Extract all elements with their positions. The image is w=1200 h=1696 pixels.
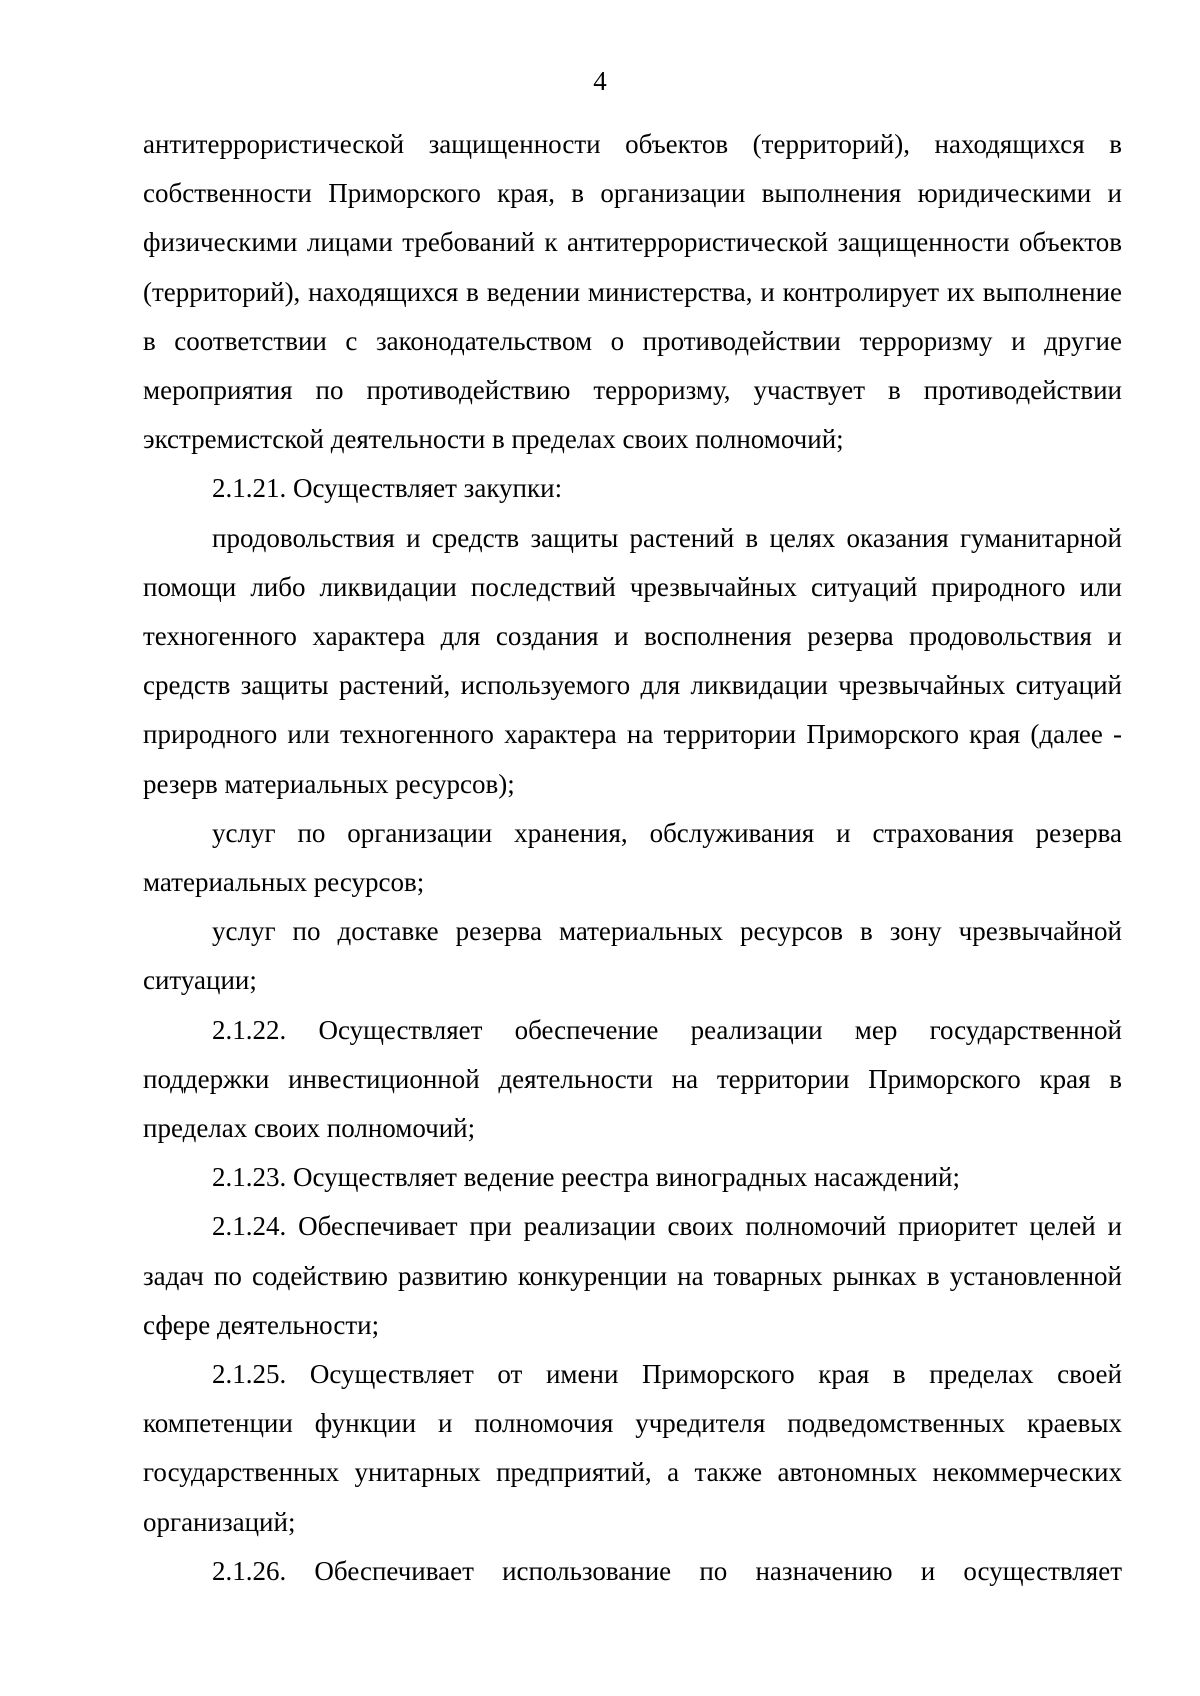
clause-2-1-24: 2.1.24. Обеспечивает при реализации своих полномочий приоритет целей и задач по содействию развитию конкуренции на товарных рынках в установленной сфере деятельности;	[143, 1211, 1122, 1340]
clause-2-1-22: 2.1.22. Осуществляет обеспечение реализации мер государственной поддержки инвестиционной деятельности на территории Приморского края в пределах своих полномочий;	[143, 1014, 1122, 1144]
document-body	[143, 120, 1122, 1596]
clause-2-1-21-item-storage: услуг по организации хранения, обслуживания и страхования резерва материальных ресурсов;	[143, 817, 1122, 898]
clause-2-1-21: 2.1.21. Осуществляет закупки:	[212, 473, 563, 504]
clause-2-1-23: 2.1.23. Осуществляет ведение реестра виноградных насаждений;	[212, 1162, 960, 1193]
clause-2-1-21-item-delivery: услуг по доставке резерва материальных ресурсов в зону чрезвычайной ситуации;	[143, 916, 1122, 996]
clause-2-1-21-item-food: продовольствия и средств защиты растений в целях оказания гуманитарной помощи либо ликвидации последствий чрезвычайных ситуаций природного или техногенного характера для создания и восполнения резерва продовольствия и средств защиты растений, используемого для ликвидации чрезвычайных ситуаций природного или техногенного характера на территории Приморского края (далее - резерв материальных ресурсов);	[143, 522, 1122, 799]
paragraph-continuation: антитеррористической защищенности объектов (территорий), находящихся в собственности Приморского края, в организации выполнения юридическими и физическими лицами требований к антитеррористической защищенности объектов (территорий), находящихся в ведении министерства, и контролирует их выполнение в соответствии с законодательством о противодействии терроризму и другие мероприятия по противодействию терроризму, участвует в противодействии экстремистской деятельности в пределах своих полномочий;	[143, 129, 1122, 455]
clause-2-1-25: 2.1.25. Осуществляет от имени Приморского края в пределах своей компетенции функции и полномочия учредителя подведомственных краевых государственных унитарных предприятий, а также автономных некоммерческих организаций;	[143, 1359, 1122, 1537]
clause-2-1-26: 2.1.26. Обеспечивает использование по назначению и осуществляет	[212, 1555, 1122, 1586]
page-number: 4	[593, 66, 607, 96]
